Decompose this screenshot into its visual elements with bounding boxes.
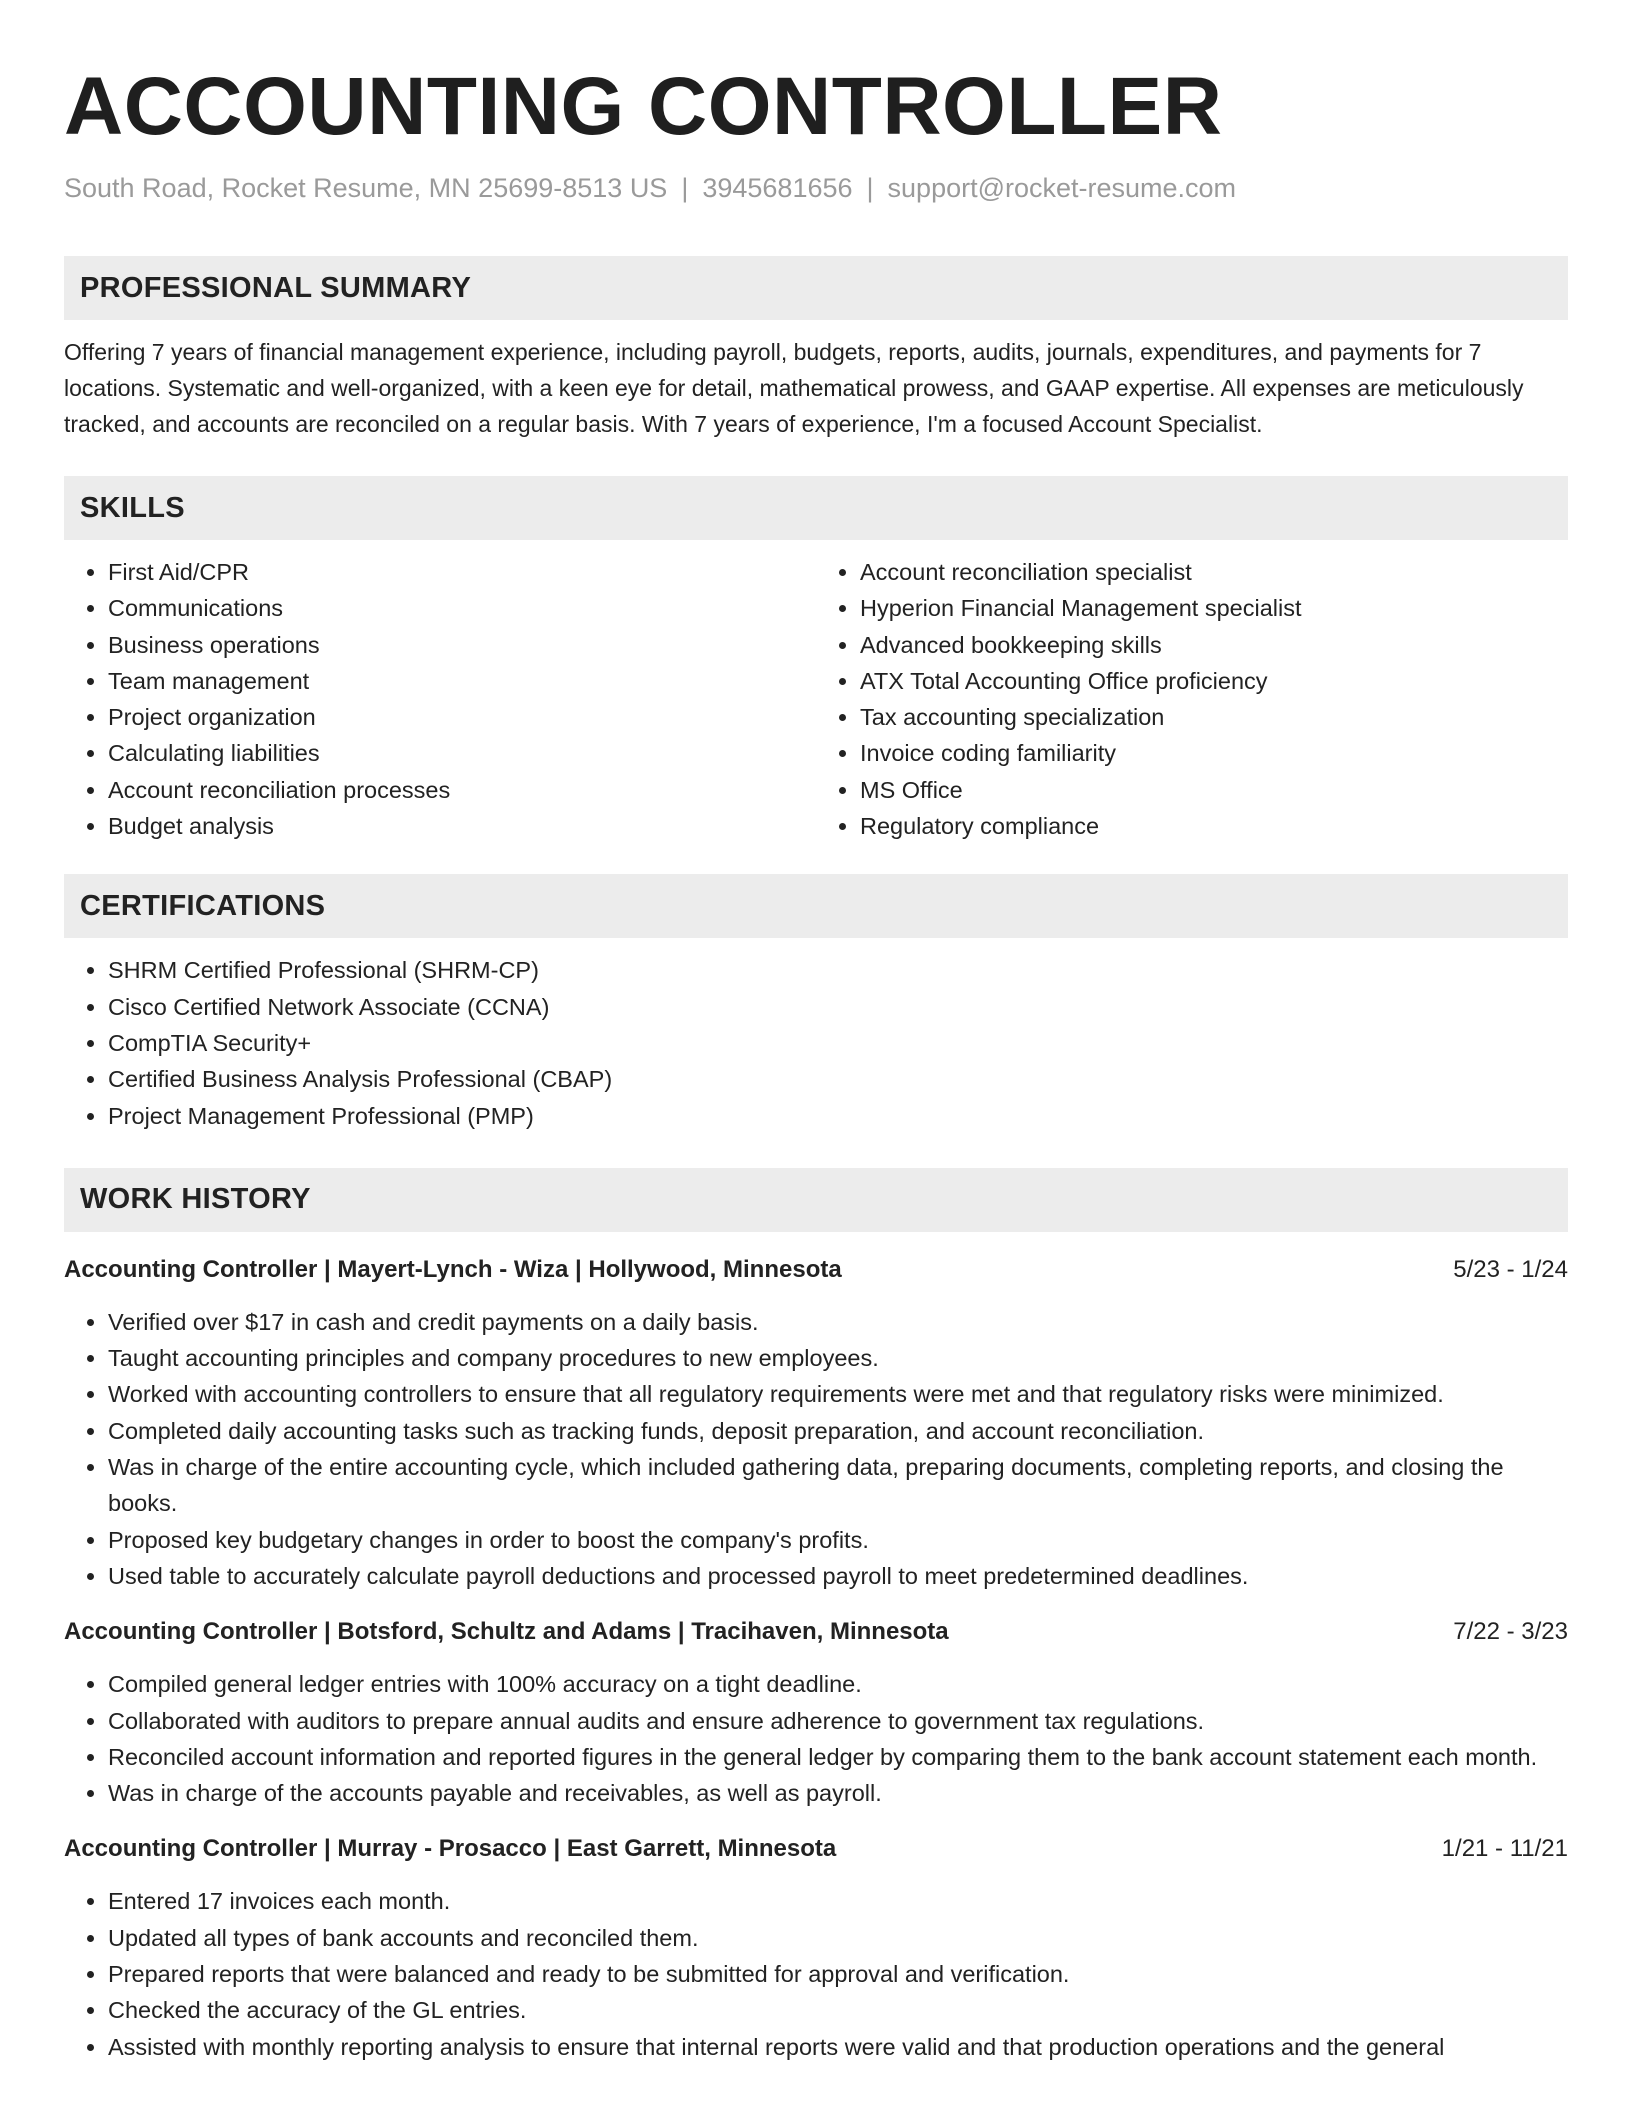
list-item: • Collaborated with auditors to prepare annual audits and ensure adherence to government tax regulations. bbox=[108, 1703, 1568, 1739]
list-item: • Project Management Professional (PMP) bbox=[108, 1098, 1568, 1134]
summary-header: PROFESSIONAL SUMMARY bbox=[64, 256, 1568, 320]
list-item: • Prepared reports that were balanced and ready to be submitted for approval and verification. bbox=[108, 1956, 1568, 1992]
job-entry bbox=[64, 1252, 1568, 1594]
list-item: • MS Office bbox=[860, 772, 1568, 808]
job-title: Accounting Controller | Mayert-Lynch - Wiza | Hollywood, Minnesota bbox=[64, 1255, 842, 1283]
job-dates: 5/23 - 1/24 bbox=[1453, 1255, 1568, 1283]
list-item: • Budget analysis bbox=[108, 808, 816, 844]
job-title: Accounting Controller | Botsford, Schultz and Adams | Tracihaven, Minnesota bbox=[64, 1618, 949, 1646]
job-entry bbox=[64, 1831, 1568, 2064]
resume-name: ACCOUNTING CONTROLLER bbox=[64, 61, 1223, 152]
list-item: • Account reconciliation processes bbox=[108, 772, 816, 808]
list-item: • Team management bbox=[108, 663, 816, 699]
list-item: • Cisco Certified Network Associate (CCNA) bbox=[108, 989, 1568, 1025]
list-item: • Entered 17 invoices each month. bbox=[108, 1883, 1568, 1919]
job-bullets bbox=[64, 1304, 1568, 1594]
list-item: • Verified over $17 in cash and credit payments on a daily basis. bbox=[108, 1304, 1568, 1340]
summary-text: Offering 7 years of financial management experience, including payroll, budgets, reports, audits, journals, expenditures, and payments for 7 locations. Systematic and well-organized, with a keen eye for detail, mathematical prowess, and GAAP expertise. All expenses are meticulously tracked, and accounts are reconciled on a regular basis. With 7 years of experience, I'm a focused Account Specialist. bbox=[64, 339, 1524, 437]
list-item: • Project organization bbox=[108, 699, 816, 735]
job-bullets bbox=[64, 1666, 1568, 1811]
list-item: • Hyperion Financial Management specialist bbox=[860, 590, 1568, 626]
certifications-section bbox=[64, 874, 1568, 1133]
job-entry bbox=[64, 1614, 1568, 1811]
skills-list-left bbox=[64, 554, 816, 844]
list-item: • Regulatory compliance bbox=[860, 808, 1568, 844]
list-item: • Used table to accurately calculate payroll deductions and processed payroll to meet predetermined deadlines. bbox=[108, 1558, 1568, 1594]
work-history-header: WORK HISTORY bbox=[64, 1168, 1568, 1232]
contact-separator: | bbox=[681, 173, 689, 203]
job-dates: 1/21 - 11/21 bbox=[1441, 1835, 1568, 1863]
certifications-list bbox=[64, 952, 1568, 1133]
list-item: • Assisted with monthly reporting analysis to ensure that internal reports were valid and that production operations and the general bbox=[108, 2029, 1568, 2065]
list-item: • ATX Total Accounting Office proficiency bbox=[860, 663, 1568, 699]
job-header bbox=[64, 1831, 1568, 1867]
summary-section bbox=[64, 256, 1568, 442]
list-item: • Business operations bbox=[108, 627, 816, 663]
work-history-section bbox=[64, 1168, 1568, 2065]
list-item: • Communications bbox=[108, 590, 816, 626]
contact-line bbox=[64, 170, 1568, 206]
list-item: • Certified Business Analysis Professional (CBAP) bbox=[108, 1061, 1568, 1097]
list-item: • Completed daily accounting tasks such as tracking funds, deposit preparation, and account reconciliation. bbox=[108, 1413, 1568, 1449]
list-item: • CompTIA Security+ bbox=[108, 1025, 1568, 1061]
contact-address: South Road, Rocket Resume, MN 25699-8513 US bbox=[64, 173, 668, 203]
list-item: • Worked with accounting controllers to ensure that all regulatory requirements were met and that regulatory risks were minimized. bbox=[108, 1376, 1568, 1412]
list-item: • Was in charge of the entire accounting cycle, which included gathering data, preparing documents, completing reports, and closing the books. bbox=[108, 1449, 1568, 1522]
list-item: • Checked the accuracy of the GL entries. bbox=[108, 1992, 1568, 2028]
list-item: • Updated all types of bank accounts and reconciled them. bbox=[108, 1920, 1568, 1956]
skills-header: SKILLS bbox=[64, 476, 1568, 540]
job-dates: 7/22 - 3/23 bbox=[1453, 1618, 1568, 1646]
contact-separator: | bbox=[866, 173, 874, 203]
list-item: • SHRM Certified Professional (SHRM-CP) bbox=[108, 952, 1568, 988]
list-item: • First Aid/CPR bbox=[108, 554, 816, 590]
list-item: • Tax accounting specialization bbox=[860, 699, 1568, 735]
job-bullets bbox=[64, 1883, 1568, 2064]
job-title: Accounting Controller | Murray - Prosacco | East Garrett, Minnesota bbox=[64, 1835, 837, 1863]
list-item: • Invoice coding familiarity bbox=[860, 735, 1568, 771]
contact-email: support@rocket-resume.com bbox=[887, 173, 1237, 203]
list-item: • Was in charge of the accounts payable and receivables, as well as payroll. bbox=[108, 1775, 1568, 1811]
skills-list-right bbox=[816, 554, 1568, 844]
list-item: • Advanced bookkeeping skills bbox=[860, 627, 1568, 663]
skills-section bbox=[64, 476, 1568, 844]
list-item: • Account reconciliation specialist bbox=[860, 554, 1568, 590]
certifications-header: CERTIFICATIONS bbox=[64, 874, 1568, 938]
job-header bbox=[64, 1614, 1568, 1650]
list-item: • Taught accounting principles and company procedures to new employees. bbox=[108, 1340, 1568, 1376]
job-header bbox=[64, 1252, 1568, 1288]
skills-columns bbox=[64, 554, 1568, 844]
list-item: • Compiled general ledger entries with 100% accuracy on a tight deadline. bbox=[108, 1666, 1568, 1702]
list-item: • Reconciled account information and reported figures in the general ledger by comparing them to the bank account statement each month. bbox=[108, 1739, 1568, 1775]
list-item: • Calculating liabilities bbox=[108, 735, 816, 771]
contact-phone: 3945681656 bbox=[702, 173, 853, 203]
list-item: • Proposed key budgetary changes in order to boost the company's profits. bbox=[108, 1522, 1568, 1558]
